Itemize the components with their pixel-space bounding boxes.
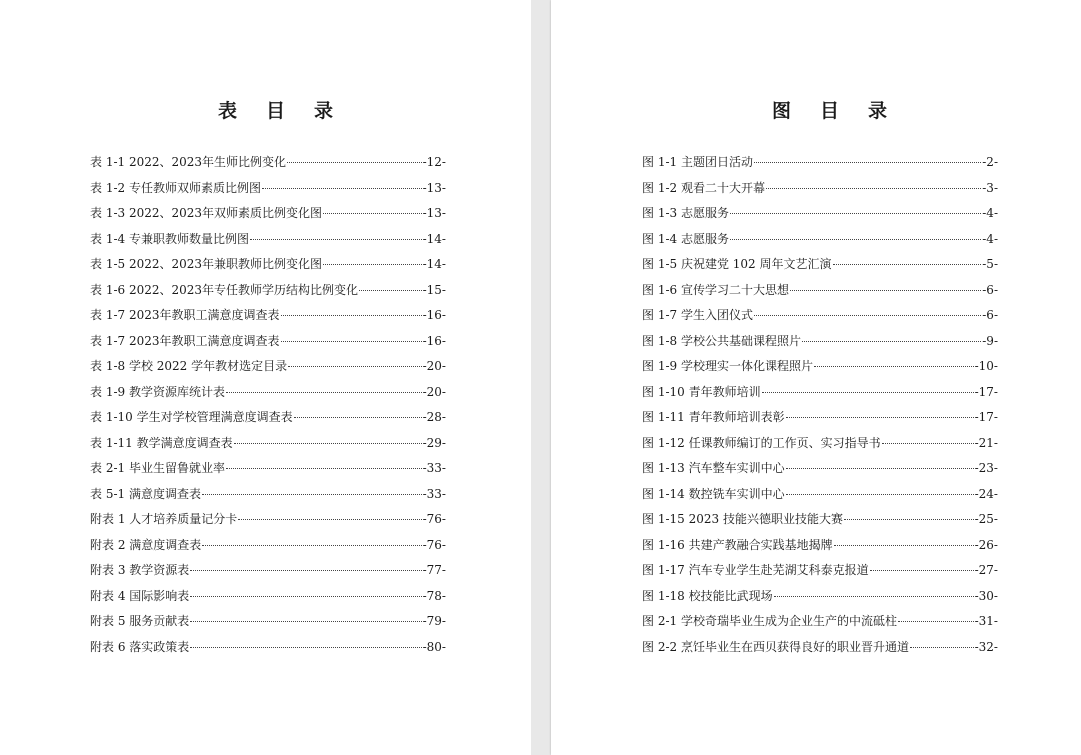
toc-entry[interactable]	[90, 482, 446, 508]
toc-entry-label: 图 1-5 庆祝建党 102 周年文艺汇演	[642, 257, 832, 271]
toc-dot-leader	[910, 647, 974, 648]
title-char: 图	[772, 100, 793, 122]
toc-entry[interactable]	[642, 176, 998, 202]
toc-entry-page: -13-	[422, 206, 446, 220]
toc-entry-label: 表 1-3 2022、2023年双师素质比例变化图	[90, 206, 323, 220]
title-char: 表	[218, 100, 239, 122]
toc-entry-page: -20-	[422, 359, 446, 373]
toc-entry-page: -27-	[974, 563, 998, 577]
toc-entry[interactable]	[642, 252, 998, 278]
toc-dot-leader	[238, 519, 421, 520]
toc-entry[interactable]	[90, 431, 446, 457]
toc-entry[interactable]	[90, 558, 446, 584]
title-char: 目	[266, 100, 287, 122]
toc-entry-page: -16-	[422, 333, 446, 348]
table-of-tables-list	[90, 150, 446, 660]
toc-dot-leader	[790, 290, 981, 291]
toc-entry[interactable]	[642, 482, 998, 508]
toc-entry-label: 表 1-7 2023年教职工满意度调查表	[90, 308, 280, 322]
toc-entry-label: 图 1-6 宣传学习二十大思想	[642, 282, 789, 297]
toc-entry[interactable]	[642, 507, 998, 533]
toc-entry[interactable]	[642, 405, 998, 431]
toc-entry-label: 图 1-13 汽车整车实训中心	[642, 461, 785, 475]
toc-entry[interactable]	[90, 507, 446, 533]
table-of-tables-title	[218, 96, 334, 123]
toc-entry-page: -9-	[982, 333, 998, 348]
toc-entry[interactable]	[642, 635, 998, 661]
toc-entry-page: -23-	[974, 461, 998, 475]
toc-entry[interactable]	[90, 456, 446, 482]
toc-entry-page: -12-	[422, 155, 446, 169]
page-gutter	[531, 0, 551, 755]
toc-entry-page: -3-	[982, 180, 998, 195]
toc-dot-leader	[774, 596, 974, 597]
toc-entry-label: 图 1-14 数控铣车实训中心	[642, 486, 785, 501]
toc-entry-page: -31-	[974, 614, 998, 628]
toc-dot-leader	[262, 188, 422, 189]
toc-entry-label: 图 1-16 共建产教融合实践基地揭牌	[642, 537, 833, 552]
toc-dot-leader	[730, 213, 981, 214]
toc-entry-label: 图 1-1 主题团日活动	[642, 155, 753, 169]
toc-entry[interactable]	[642, 278, 998, 304]
toc-dot-leader	[882, 443, 974, 444]
toc-entry-page: -33-	[422, 486, 446, 501]
toc-entry-label: 附表 5 服务贡献表	[90, 614, 190, 628]
toc-entry[interactable]	[90, 278, 446, 304]
toc-entry-label: 图 1-2 观看二十大开幕	[642, 180, 765, 195]
toc-dot-leader	[294, 417, 422, 418]
title-char: 录	[868, 100, 889, 122]
toc-entry-page: -28-	[422, 410, 446, 424]
toc-dot-leader	[226, 468, 422, 469]
toc-entry-label: 图 1-10 青年教师培训	[642, 384, 761, 399]
toc-entry-page: -6-	[982, 308, 998, 322]
toc-entry[interactable]	[90, 380, 446, 406]
toc-dot-leader	[190, 647, 421, 648]
toc-entry-page: -17-	[974, 384, 998, 399]
toc-entry-label: 图 1-15 2023 技能兴德职业技能大赛	[642, 512, 843, 526]
toc-dot-leader	[226, 392, 422, 393]
toc-entry[interactable]	[90, 354, 446, 380]
toc-entry-label: 图 1-8 学校公共基础课程照片	[642, 333, 801, 348]
toc-dot-leader	[234, 443, 422, 444]
toc-entry-page: -4-	[982, 206, 998, 220]
toc-entry-page: -4-	[982, 231, 998, 246]
toc-dot-leader	[754, 315, 981, 316]
toc-dot-leader	[287, 162, 422, 163]
toc-entry[interactable]	[642, 329, 998, 355]
toc-entry-page: -21-	[974, 435, 998, 450]
toc-entry-page: -14-	[422, 257, 446, 271]
toc-dot-leader	[870, 570, 974, 571]
document-page-right	[551, 0, 1081, 755]
toc-entry-label: 附表 4 国际影响表	[90, 588, 190, 603]
toc-dot-leader	[281, 341, 422, 342]
toc-entry-label: 表 1-2 专任教师双师素质比例图	[90, 180, 261, 195]
toc-entry-label: 表 1-5 2022、2023年兼职教师比例变化图	[90, 257, 323, 271]
toc-dot-leader	[814, 366, 974, 367]
toc-entry-page: -32-	[974, 639, 998, 654]
toc-dot-leader	[190, 621, 421, 622]
toc-entry[interactable]	[90, 176, 446, 202]
toc-entry-page: -24-	[974, 486, 998, 501]
toc-entry[interactable]	[90, 303, 446, 329]
toc-dot-leader	[786, 417, 974, 418]
toc-entry-page: -30-	[974, 588, 998, 603]
toc-dot-leader	[323, 213, 422, 214]
toc-entry[interactable]	[642, 431, 998, 457]
toc-entry-label: 表 1-9 教学资源库统计表	[90, 384, 225, 399]
toc-entry[interactable]	[90, 533, 446, 559]
toc-entry-page: -79-	[422, 614, 446, 628]
toc-entry[interactable]	[642, 558, 998, 584]
toc-entry-label: 图 1-11 青年教师培训表彰	[642, 410, 785, 424]
toc-entry-label: 图 1-17 汽车专业学生赴芜湖艾科泰克报道	[642, 563, 869, 577]
toc-entry-page: -13-	[422, 180, 446, 195]
toc-entry[interactable]	[90, 252, 446, 278]
toc-dot-leader	[323, 264, 422, 265]
toc-entry-page: -15-	[422, 282, 446, 297]
toc-dot-leader	[250, 239, 422, 240]
toc-dot-leader	[202, 545, 421, 546]
toc-dot-leader	[190, 570, 421, 571]
toc-entry-label: 图 2-1 学校奇瑞毕业生成为企业生产的中流砥柱	[642, 614, 897, 628]
toc-entry[interactable]	[90, 227, 446, 253]
toc-entry-label: 附表 6 落实政策表	[90, 639, 190, 654]
toc-entry-page: -10-	[974, 359, 998, 373]
toc-entry-label: 表 1-7 2023年教职工满意度调查表	[90, 333, 280, 348]
title-char: 录	[314, 100, 335, 122]
toc-entry[interactable]	[90, 405, 446, 431]
toc-entry[interactable]	[642, 303, 998, 329]
toc-entry-page: -20-	[422, 384, 446, 399]
toc-entry-label: 图 1-18 校技能比武现场	[642, 588, 773, 603]
toc-entry-label: 图 1-3 志愿服务	[642, 206, 729, 220]
toc-entry-page: -76-	[422, 537, 446, 552]
toc-dot-leader	[834, 545, 974, 546]
toc-dot-leader	[359, 290, 422, 291]
toc-entry-page: -14-	[422, 231, 446, 246]
toc-entry-page: -6-	[982, 282, 998, 297]
toc-entry[interactable]	[642, 609, 998, 635]
toc-entry-label: 表 1-11 教学满意度调查表	[90, 435, 233, 450]
toc-entry-label: 图 1-9 学校理实一体化课程照片	[642, 359, 813, 373]
toc-entry[interactable]	[642, 584, 998, 610]
toc-entry-page: -29-	[422, 435, 446, 450]
toc-dot-leader	[754, 162, 981, 163]
toc-entry[interactable]	[642, 227, 998, 253]
toc-entry-label: 表 1-1 2022、2023年生师比例变化	[90, 155, 287, 169]
toc-entry-label: 表 5-1 满意度调查表	[90, 486, 201, 501]
toc-entry[interactable]	[642, 456, 998, 482]
toc-dot-leader	[898, 621, 974, 622]
toc-entry[interactable]	[642, 533, 998, 559]
toc-entry-label: 附表 2 满意度调查表	[90, 537, 202, 552]
toc-entry-label: 表 1-8 学校 2022 学年教材选定目录	[90, 359, 288, 373]
toc-dot-leader	[730, 239, 981, 240]
document-page-left	[0, 0, 531, 755]
toc-entry[interactable]	[90, 329, 446, 355]
toc-entry-label: 图 2-2 烹饪毕业生在西贝获得良好的职业晋升通道	[642, 639, 909, 654]
toc-entry-label: 附表 3 教学资源表	[90, 563, 190, 577]
toc-dot-leader	[281, 315, 422, 316]
toc-entry[interactable]	[90, 635, 446, 661]
toc-entry-page: -80-	[422, 639, 446, 654]
toc-entry[interactable]	[642, 201, 998, 227]
toc-entry-label: 图 1-7 学生入团仪式	[642, 308, 753, 322]
toc-entry-page: -17-	[974, 410, 998, 424]
table-of-figures-list	[642, 150, 998, 660]
toc-entry-page: -25-	[974, 512, 998, 526]
toc-entry-label: 表 1-6 2022、2023年专任教师学历结构比例变化	[90, 282, 359, 297]
toc-entry-label: 表 1-4 专兼职教师数量比例图	[90, 231, 249, 246]
toc-dot-leader	[288, 366, 421, 367]
toc-dot-leader	[786, 468, 974, 469]
toc-entry-page: -26-	[974, 537, 998, 552]
toc-entry-page: -76-	[422, 512, 446, 526]
toc-entry[interactable]	[642, 380, 998, 406]
toc-entry-page: -78-	[422, 588, 446, 603]
toc-entry[interactable]	[90, 609, 446, 635]
toc-entry-label: 图 1-12 任课教师编订的工作页、实习指导书	[642, 435, 881, 450]
toc-entry[interactable]	[642, 150, 998, 176]
toc-entry-page: -77-	[422, 563, 446, 577]
toc-entry-page: -33-	[422, 461, 446, 475]
toc-dot-leader	[786, 494, 974, 495]
toc-dot-leader	[802, 341, 981, 342]
title-char: 目	[820, 100, 841, 122]
toc-entry[interactable]	[90, 201, 446, 227]
toc-entry[interactable]	[90, 584, 446, 610]
toc-dot-leader	[190, 596, 421, 597]
toc-dot-leader	[833, 264, 982, 265]
toc-entry-label: 图 1-4 志愿服务	[642, 231, 729, 246]
toc-dot-leader	[202, 494, 422, 495]
table-of-figures-title	[772, 96, 888, 123]
toc-entry-page: -2-	[982, 155, 998, 169]
toc-entry-label: 附表 1 人才培养质量记分卡	[90, 512, 238, 526]
toc-dot-leader	[762, 392, 974, 393]
toc-entry-page: -16-	[422, 308, 446, 322]
toc-dot-leader	[844, 519, 974, 520]
toc-entry-label: 表 1-10 学生对学校管理满意度调查表	[90, 410, 293, 424]
toc-entry-label: 表 2-1 毕业生留鲁就业率	[90, 461, 225, 475]
toc-entry[interactable]	[642, 354, 998, 380]
toc-entry-page: -5-	[982, 257, 998, 271]
toc-dot-leader	[766, 188, 981, 189]
toc-entry[interactable]	[90, 150, 446, 176]
